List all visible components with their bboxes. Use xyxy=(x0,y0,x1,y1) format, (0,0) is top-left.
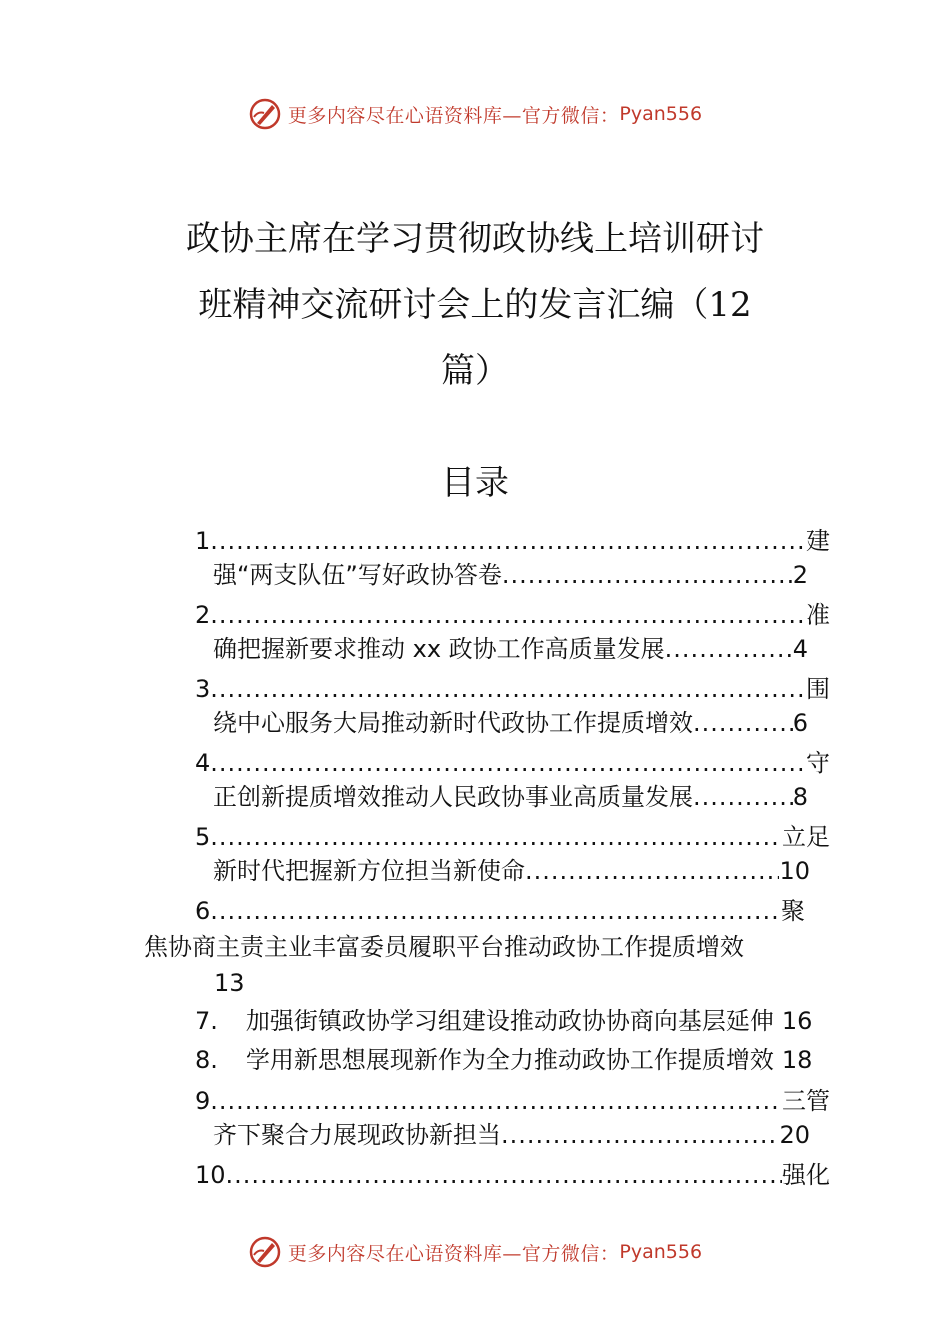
watermark-account: Pyan556 xyxy=(619,1241,703,1263)
toc-entry-4[interactable]: 4 ..... 守 xyxy=(195,748,830,778)
toc-entry-10[interactable]: 10 ..... 强化 xyxy=(195,1160,830,1190)
toc-heading: 目录 xyxy=(441,463,509,503)
quill-logo-icon xyxy=(248,1235,282,1269)
doc-title-line-1: 政协主席在学习贯彻政协线上培训研讨 xyxy=(186,219,764,259)
toc-entry-5[interactable]: 5 ..... 立足 xyxy=(195,822,830,852)
watermark-text: 更多内容尽在心语资料库—官方微信： xyxy=(287,1242,620,1265)
toc-entry-1-cont[interactable]: 强“两支队伍”写好政协答卷 ..... 2 xyxy=(213,560,808,590)
toc-entry-2[interactable]: 2 ..... 准 xyxy=(195,600,830,630)
watermark-account: Pyan556 xyxy=(619,103,703,125)
toc-entry-8[interactable]: 8. 学用新思想展现新作为全力推动政协工作提质增效 18 xyxy=(195,1046,813,1074)
toc-entry-1[interactable]: 1 ..... 建 xyxy=(195,526,830,556)
toc-entry-7[interactable]: 7. 加强街镇政协学习组建设推动政协协商向基层延伸 16 xyxy=(195,1007,813,1035)
watermark-bottom xyxy=(0,1232,950,1272)
quill-logo-icon xyxy=(248,97,282,131)
toc-entry-4-cont[interactable]: 正创新提质增效推动人民政协事业高质量发展 ..... 8 xyxy=(213,782,808,812)
toc-entry-9-cont[interactable]: 齐下聚合力展现政协新担当 ..... 20 xyxy=(213,1120,810,1150)
toc-entry-3[interactable]: 3 ..... 围 xyxy=(195,674,830,704)
toc-entry-5-cont[interactable]: 新时代把握新方位担当新使命 ..... 10 xyxy=(213,856,810,886)
watermark-top xyxy=(0,94,950,134)
toc-entry-6[interactable]: 6 ..... 聚 xyxy=(195,896,805,926)
toc-entry-6-cont[interactable]: 焦协商主责主业丰富委员履职平台推动政协工作提质增效 xyxy=(144,933,744,961)
toc-entry-2-cont[interactable]: 确把握新要求推动 xx 政协工作高质量发展 ..... 4 xyxy=(213,634,808,664)
toc-entry-9[interactable]: 9 ..... 三管 xyxy=(195,1086,830,1116)
toc-entry-3-cont[interactable]: 绕中心服务大局推动新时代政协工作提质增效 ..... 6 xyxy=(213,708,808,738)
watermark-text: 更多内容尽在心语资料库—官方微信： xyxy=(287,104,620,127)
doc-title-line-2: 班精神交流研讨会上的发言汇编（12 xyxy=(198,285,752,325)
doc-title-line-3: 篇） xyxy=(441,351,509,391)
toc-entry-6-page: 13 xyxy=(214,969,245,997)
